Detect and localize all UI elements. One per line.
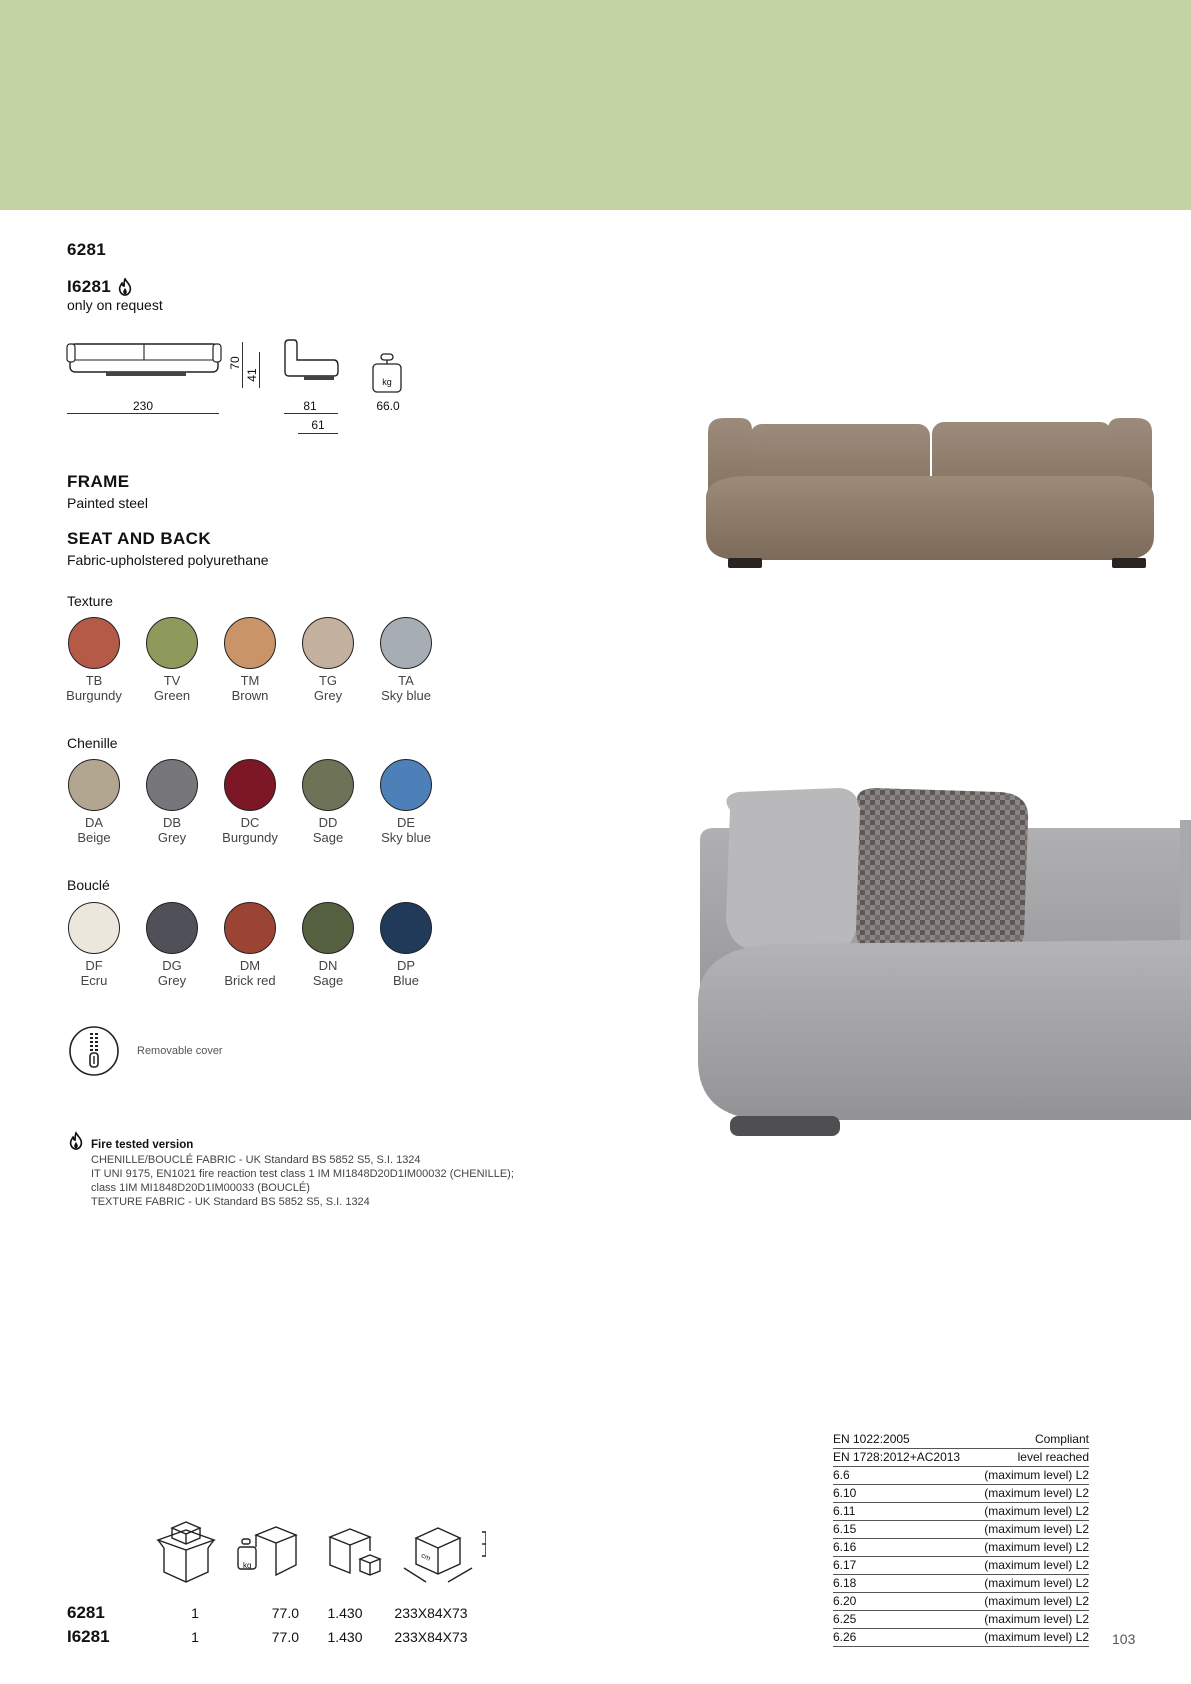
fire-line: class 1IM MI1848D20D1IM00033 (BOUCLÉ) [91, 1182, 310, 1194]
standard-name: 6.18 [833, 1576, 857, 1590]
weight-icon [371, 352, 403, 396]
standard-name: 6.15 [833, 1522, 857, 1536]
sofa-photo-brown [700, 410, 1160, 575]
swatch-circle [68, 759, 120, 811]
swatch-name: Grey [157, 973, 187, 988]
standards-row [833, 1629, 1089, 1647]
standards-row [833, 1557, 1089, 1575]
swatch-circle [380, 617, 432, 669]
removable-cover-label: Removable cover [137, 1045, 223, 1057]
height-line [242, 342, 243, 388]
fire-line: CHENILLE/BOUCLÉ FABRIC - UK Standard BS 5852 S5, S.I. 1324 [91, 1154, 421, 1166]
swatch-circle [380, 902, 432, 954]
pack-weight: 77.0 [271, 1605, 299, 1621]
seat-height-value: 41 [245, 368, 259, 382]
standard-name: 6.6 [833, 1468, 850, 1482]
standards-row [833, 1449, 1089, 1467]
standard-level: (maximum level) L2 [984, 1630, 1089, 1644]
swatch-code: DD [318, 815, 338, 830]
standard-level: (maximum level) L2 [984, 1540, 1089, 1554]
swatch-circle [68, 617, 120, 669]
flame-icon [116, 278, 134, 296]
pack-weight: 77.0 [271, 1629, 299, 1645]
standard-level: (maximum level) L2 [984, 1522, 1089, 1536]
swatch-code: DM [239, 958, 261, 973]
pack-volume: 1.430 [327, 1629, 363, 1645]
swatch-db[interactable] [133, 759, 211, 846]
swatch-de[interactable] [367, 759, 445, 846]
swatch-dp[interactable] [367, 902, 445, 989]
fire-details [91, 1153, 514, 1209]
standard-name: 6.10 [833, 1486, 857, 1500]
texture-heading: Texture [67, 593, 113, 609]
standard-level: (maximum level) L2 [984, 1468, 1089, 1482]
swatch-dd[interactable] [289, 759, 367, 846]
packaging-row [67, 1603, 479, 1623]
swatch-circle [146, 617, 198, 669]
pack-cm-label: cm [419, 1552, 432, 1563]
packages-icon [152, 1518, 220, 1584]
standard-name: 6.17 [833, 1558, 857, 1572]
frame-value: Painted steel [67, 495, 148, 511]
chenille-swatches [55, 759, 445, 846]
standards-row [833, 1467, 1089, 1485]
swatch-name: Brown [231, 688, 269, 703]
pack-size: 233X84X73 [394, 1629, 468, 1645]
product-code: 6281 [67, 240, 107, 259]
seat-back-value: Fabric-upholstered polyurethane [67, 552, 269, 568]
standard-level: level reached [1017, 1450, 1089, 1464]
swatch-circle [302, 617, 354, 669]
boucle-swatches [55, 902, 445, 989]
swatch-name: Burgundy [222, 830, 278, 845]
depth-line [284, 413, 338, 414]
swatch-code: TG [318, 673, 338, 688]
swatch-code: DN [318, 958, 338, 973]
package-volume-icon [326, 1525, 384, 1583]
standards-row [833, 1593, 1089, 1611]
swatch-code: DP [396, 958, 416, 973]
swatch-name: Beige [77, 830, 111, 845]
flame-icon [67, 1131, 85, 1151]
swatch-name: Sage [312, 973, 344, 988]
swatch-circle [224, 759, 276, 811]
swatch-ta[interactable] [367, 617, 445, 704]
standards-row [833, 1611, 1089, 1629]
pack-model: 6281 [67, 1603, 105, 1622]
swatch-circle [302, 759, 354, 811]
swatch-code: TV [163, 673, 181, 688]
fire-code: I6281 [67, 277, 112, 296]
standard-level: Compliant [1034, 1432, 1089, 1446]
frame-heading: FRAME [67, 472, 130, 491]
swatch-tg[interactable] [289, 617, 367, 704]
swatch-name: Brick red [224, 973, 276, 988]
swatch-name: Blue [392, 973, 420, 988]
standard-level: (maximum level) L2 [984, 1594, 1089, 1608]
swatch-circle [380, 759, 432, 811]
seat-depth-line [298, 433, 338, 434]
swatch-code: DE [396, 815, 416, 830]
page-number: 103 [1112, 1631, 1136, 1647]
package-weight-icon [236, 1525, 298, 1583]
weight-value: 66.0 [376, 399, 400, 413]
seat-back-heading: SEAT AND BACK [67, 529, 212, 548]
standard-level: (maximum level) L2 [984, 1504, 1089, 1518]
standard-name: EN 1022:2005 [833, 1432, 910, 1446]
seat-height-line [259, 352, 260, 388]
sofa-side-drawing [282, 338, 342, 388]
swatch-code: DG [162, 958, 182, 973]
pack-count: 1 [191, 1629, 199, 1645]
fire-note: only on request [67, 297, 163, 313]
swatch-circle [146, 902, 198, 954]
width-line [67, 413, 219, 414]
swatch-code: TB [85, 673, 103, 688]
standard-name: 6.26 [833, 1630, 857, 1644]
swatch-code: DC [240, 815, 260, 830]
weight-unit: kg [382, 377, 392, 387]
standard-level: (maximum level) L2 [984, 1612, 1089, 1626]
standard-name: EN 1728:2012+AC2013 [833, 1450, 961, 1464]
fire-line: IT UNI 9175, EN1021 fire reaction test class 1 IM MI1848D20D1IM00032 (CHENILLE); [91, 1168, 514, 1180]
standard-level: (maximum level) L2 [984, 1558, 1089, 1572]
pack-count: 1 [191, 1605, 199, 1621]
swatch-code: TM [240, 673, 260, 688]
swatch-code: DA [84, 815, 104, 830]
fire-heading: Fire tested version [91, 1139, 194, 1151]
swatch-dg[interactable] [133, 902, 211, 989]
standards-table [833, 1431, 1089, 1647]
seat-depth-value: 61 [311, 418, 325, 432]
pack-size: 233X84X73 [394, 1605, 468, 1621]
package-size-icon [402, 1524, 486, 1586]
swatch-da[interactable] [55, 759, 133, 846]
swatch-name: Sage [312, 830, 344, 845]
standards-row [833, 1575, 1089, 1593]
swatch-name: Burgundy [66, 688, 122, 703]
standard-name: 6.11 [833, 1504, 856, 1518]
swatch-tv[interactable] [133, 617, 211, 704]
fire-line: TEXTURE FABRIC - UK Standard BS 5852 S5, S.I. 1324 [91, 1196, 370, 1208]
standard-level: (maximum level) L2 [984, 1486, 1089, 1500]
swatch-circle [146, 759, 198, 811]
depth-value: 81 [303, 399, 317, 413]
swatch-dn[interactable] [289, 902, 367, 989]
pack-volume: 1.430 [327, 1605, 363, 1621]
swatch-name: Ecru [80, 973, 108, 988]
pack-kg-label: kg [243, 1561, 252, 1570]
swatch-code: DB [162, 815, 182, 830]
standards-row [833, 1539, 1089, 1557]
pack-model: I6281 [67, 1627, 110, 1646]
swatch-code: TA [398, 673, 414, 688]
swatch-circle [224, 617, 276, 669]
swatch-name: Sky blue [381, 830, 431, 845]
texture-swatches [55, 617, 445, 704]
standards-row [833, 1485, 1089, 1503]
boucle-heading: Bouclé [67, 877, 110, 893]
swatch-dm[interactable] [211, 902, 289, 989]
fire-code-row [67, 277, 134, 297]
sofa-front-drawing [66, 338, 222, 388]
standards-row [833, 1431, 1089, 1449]
swatch-df[interactable] [55, 902, 133, 989]
swatch-tb[interactable] [55, 617, 133, 704]
standards-row [833, 1521, 1089, 1539]
swatch-circle [224, 902, 276, 954]
standard-name: 6.20 [833, 1594, 857, 1608]
height-value: 70 [228, 356, 242, 370]
swatch-name: Green [153, 688, 191, 703]
sofa-photo-grey [690, 780, 1191, 1150]
swatch-circle [302, 902, 354, 954]
chenille-heading: Chenille [67, 735, 118, 751]
standard-level: (maximum level) L2 [984, 1576, 1089, 1590]
swatch-name: Grey [313, 688, 343, 703]
packaging-row [67, 1627, 479, 1647]
zipper-icon [68, 1025, 120, 1077]
standard-name: 6.16 [833, 1540, 857, 1554]
standards-row [833, 1503, 1089, 1521]
header-banner [0, 0, 1191, 210]
swatch-code: DF [85, 958, 103, 973]
width-value: 230 [132, 399, 154, 413]
swatch-dc[interactable] [211, 759, 289, 846]
swatch-name: Sky blue [381, 688, 431, 703]
swatch-name: Grey [157, 830, 187, 845]
swatch-circle [68, 902, 120, 954]
standard-name: 6.25 [833, 1612, 857, 1626]
swatch-tm[interactable] [211, 617, 289, 704]
